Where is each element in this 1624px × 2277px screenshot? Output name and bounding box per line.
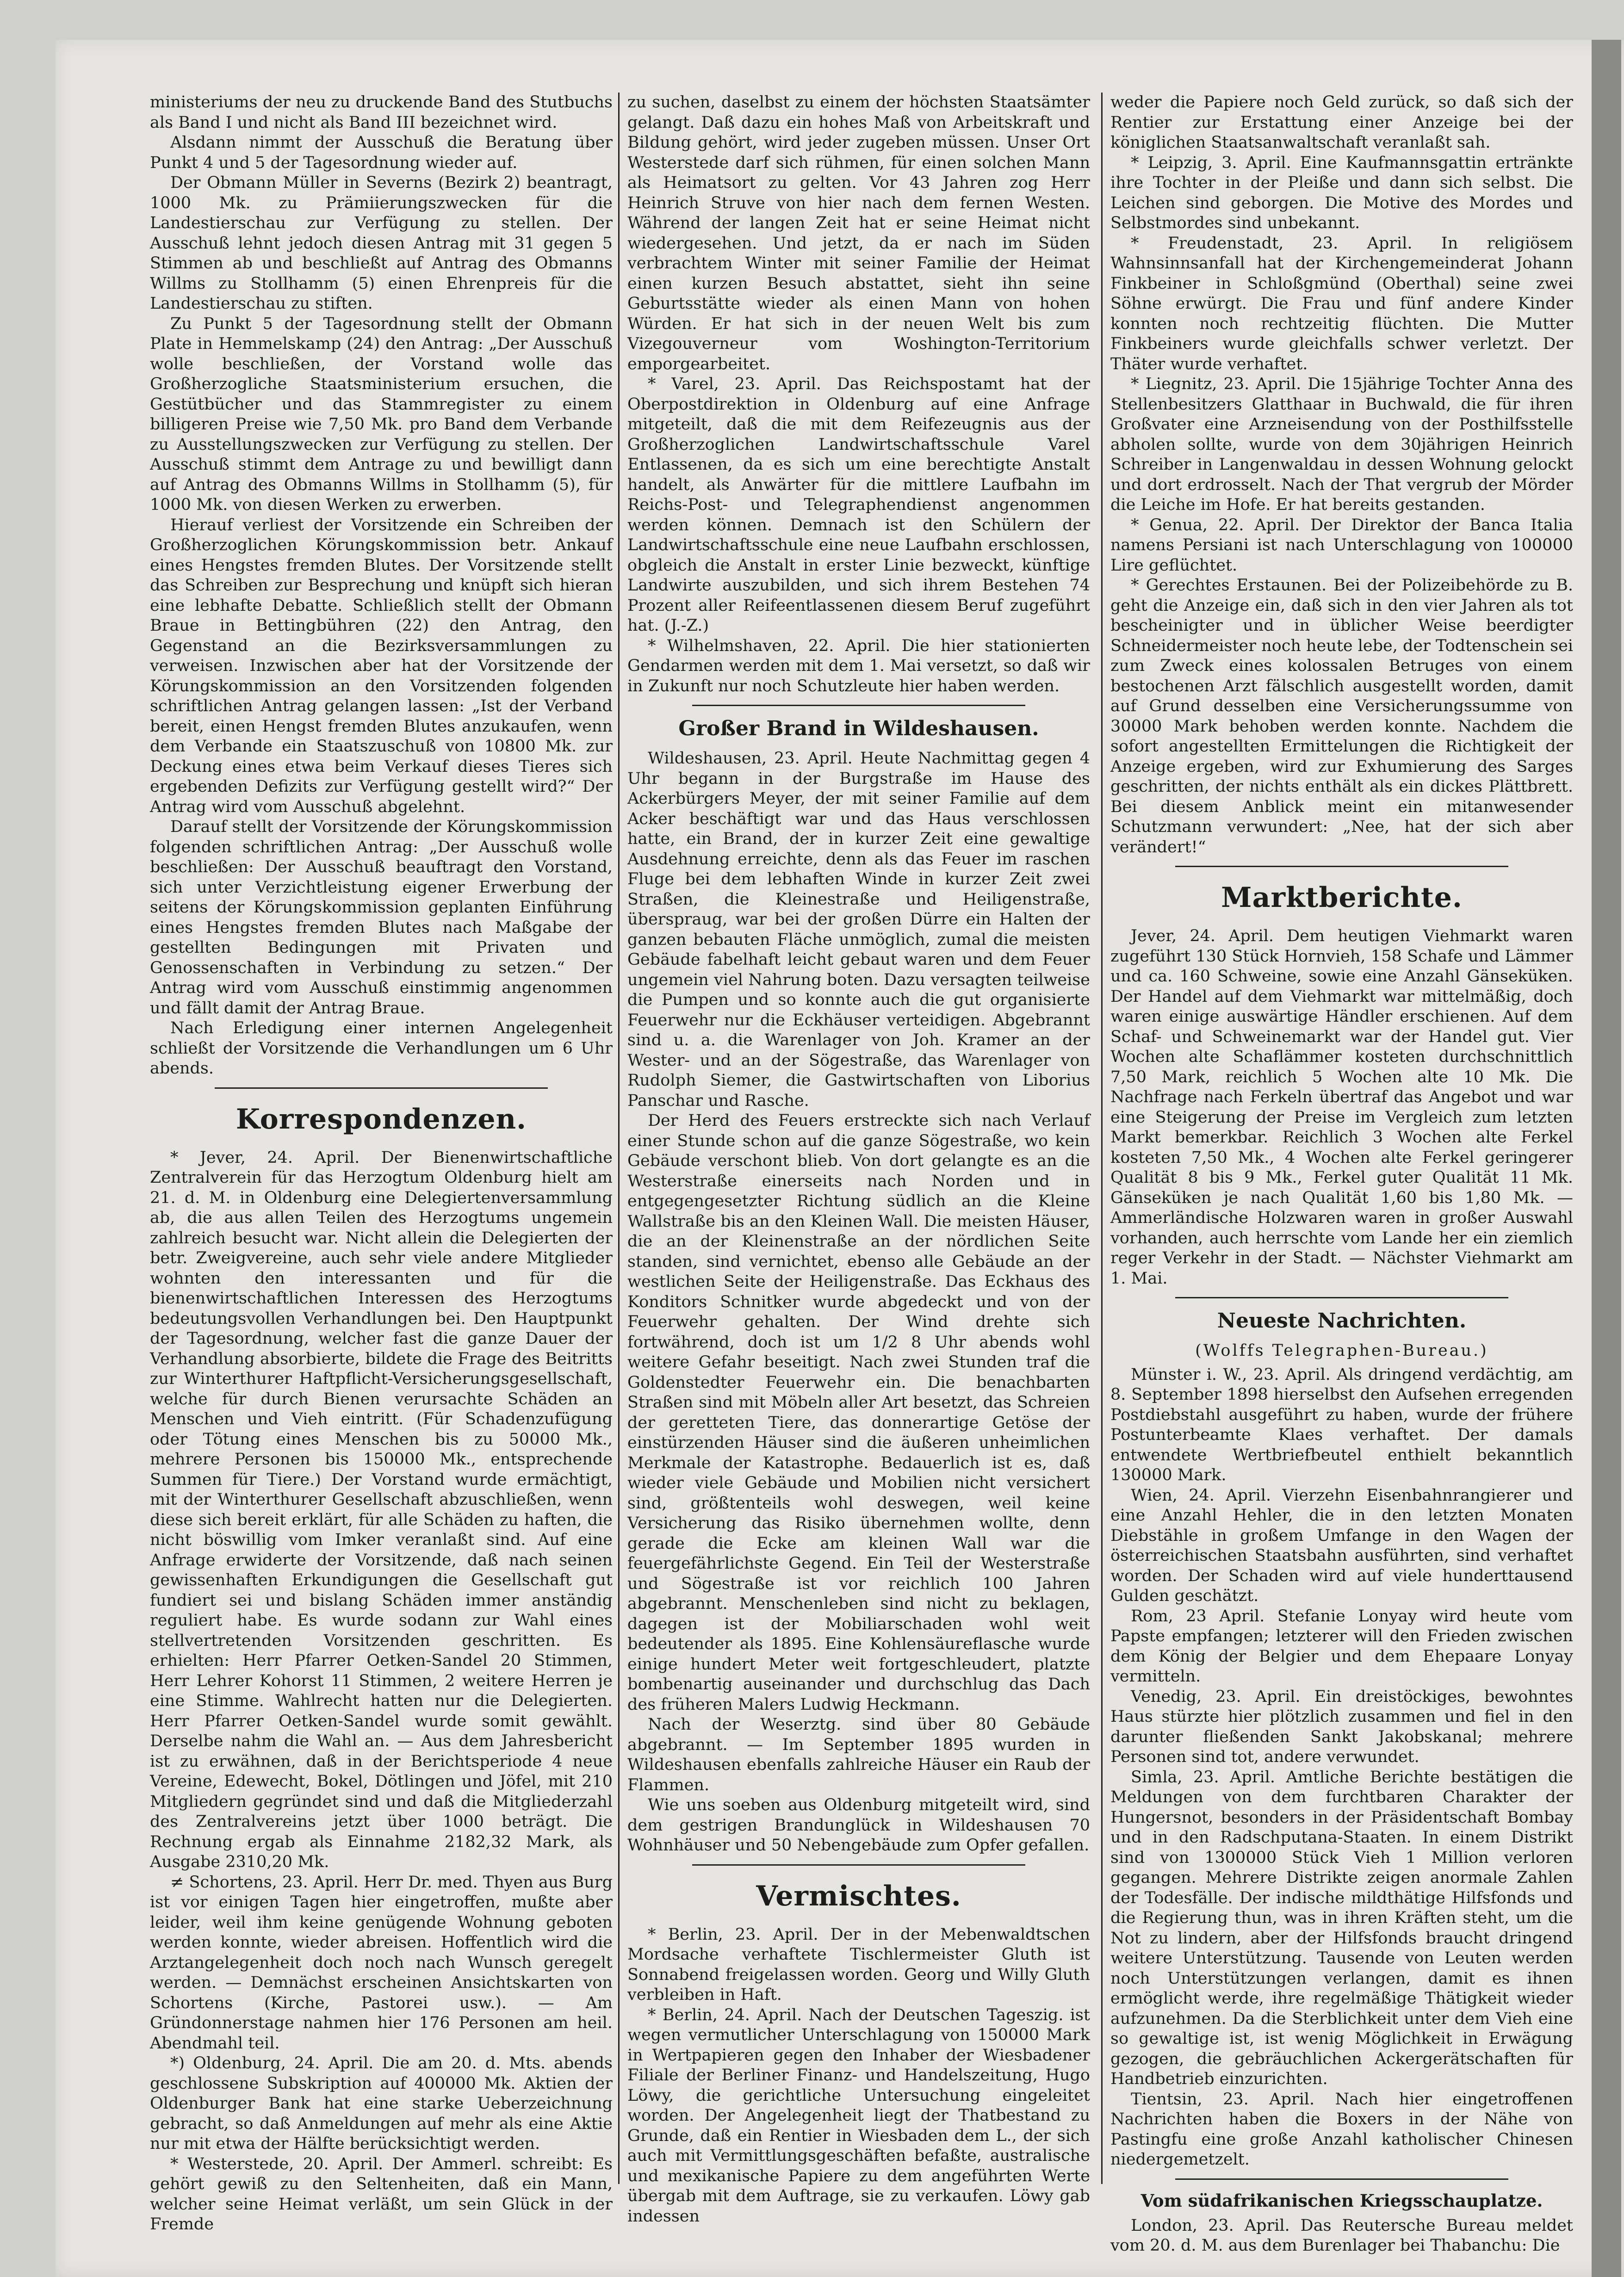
section-divider bbox=[1175, 2178, 1508, 2180]
article-paragraph: Münster i. W., 23. April. Als dringend verdächtig, am 8. September 1898 hierselbst den Aufsehen erregenden Postdiebstahl ausgeführt zu haben, wurde der frühere Postunterbeamte Klaes verhaftet. Der damals entwendete Wertbriefbeutel enthielt bekanntlich 130000 Mark. bbox=[1110, 1365, 1573, 1484]
column-middle bbox=[627, 93, 1090, 2226]
column-right bbox=[1110, 93, 1573, 2255]
article-paragraph: Der Obmann Müller in Severns (Bezirk 2) beantragt, 1000 Mk. zu Prämiierungszwecken für die Landestierschau zur Verfügung zu stellen. Der Ausschuß lehnt jedoch diesen Antrag mit 31 gegen 5 Stimmen ab und beschließt auf Antrag des Obmanns Willms zu Stollhamm (5) einen Ehrenpreis für die Landestierschau zu stiften. bbox=[150, 174, 613, 313]
article-paragraph: * Leipzig, 3. April. Eine Kaufmannsgattin ertränkte ihre Tochter in der Pleiße und dann sich selbst. Die Leichen sind geborgen. Die Motive des Mordes und Selbstmordes sind unbekannt. bbox=[1110, 153, 1573, 232]
section-heading: Vom südafrikanischen Kriegsschauplatze. bbox=[1141, 2190, 1543, 2211]
article-paragraph: Wie uns soeben aus Oldenburg mitgeteilt wird, sind dem gestrigen Brandunglück in Wildeshausen 70 Wohnhäuser und 50 Nebengebäude zum Opfer gefallen. bbox=[627, 1796, 1090, 1855]
article-paragraph: Alsdann nimmt der Ausschuß die Beratung über Punkt 4 und 5 der Tagesordnung wieder auf. bbox=[150, 133, 613, 172]
section-divider bbox=[692, 705, 1025, 706]
article-paragraph: * Wilhelmshaven, 22. April. Die hier stationierten Gendarmen werden mit dem 1. Mai versetzt, so daß wir in Zukunft nur noch Schutzleute hier haben werden. bbox=[627, 636, 1090, 695]
article-paragraph: *) Oldenburg, 24. April. Die am 20. d. Mts. abends geschlossene Subskription auf 400000 Mk. Aktien der Oldenburger Bank hat eine starke Ueberzeichnung gebracht, so daß Anmeldungen auf mehr als eine Aktie nur mit etwa der Hälfte berücksichtigt werden. bbox=[150, 2054, 613, 2153]
article-paragraph: Wien, 24. April. Vierzehn Eisenbahnrangierer und eine Anzahl Hehler, die in den letzten Monaten Diebstähle in großem Umfange in den Wagen der österreichischen Staatsbahn ausführten, sind verhaftet worden. Der Schaden wird auf viele hunderttausend Gulden geschätzt. bbox=[1110, 1486, 1573, 1605]
section-subheading: (Wolffs Telegraphen-Bureau.) bbox=[1195, 1341, 1488, 1360]
article-paragraph: Nach Erledigung einer internen Angelegenheit schließt der Vorsitzende die Verhandlungen um 6 Uhr abends. bbox=[150, 1019, 613, 1078]
article-paragraph: * Westerstede, 20. April. Der Ammerl. schreibt: Es gehört gewiß zu den Seltenheiten, daß ein Mann, welcher seine Heimat verläßt, um sein Glück in der Fremde bbox=[150, 2154, 613, 2234]
article-paragraph: ministeriums der neu zu druckende Band des Stutbuchs als Band I und nicht als Band III bezeichnet wird. bbox=[150, 93, 613, 132]
section-heading: Marktberichte. bbox=[1221, 881, 1463, 914]
article-paragraph: weder die Papiere noch Geld zurück, so daß sich der Rentier zur Erstattung einer Anzeige bei der königlichen Staatsanwaltschaft veranlaßt sah. bbox=[1110, 93, 1573, 152]
section-heading: Großer Brand in Wildeshausen. bbox=[678, 717, 1039, 740]
article-paragraph: * Genua, 22. April. Der Direktor der Banca Italia namens Persiani ist nach Unterschlagung von 100000 Lire geflüchtet. bbox=[1110, 515, 1573, 575]
section-divider bbox=[1175, 866, 1508, 867]
article-paragraph: Hierauf verliest der Vorsitzende ein Schreiben der Großherzoglichen Körungskommission betr. Ankauf eines Hengstes fremden Blutes. Der Vorsitzende stellt das Schreiben zur Besprechung und knüpft sich hieran eine lebhafte Debatte. Schließlich stellt der Obmann Braue in Bettingbühren (22) den Antrag, den Gegenstand an die Bezirksversammlungen zu verweisen. Inzwischen aber hat der Vorsitzende der Körungskommission an den Vorsitzenden folgenden schriftlichen Antrag gelangen lassen: „Ist der Verband bereit, einen Hengst fremden Blutes anzukaufen, wenn dem Verbande ein Staatszuschuß von 10800 Mk. zur Deckung eines etwa beim Verkauf dieses Tieres sich ergebenden Defizits zur Verfügung gestellt wird?“ Der Antrag wird vom Ausschuß abgelehnt. bbox=[150, 515, 613, 816]
section-heading: Vermischtes. bbox=[756, 1880, 961, 1912]
article-paragraph: Zu Punkt 5 der Tagesordnung stellt der Obmann Plate in Hemmelskamp (24) den Antrag: „Der Ausschuß wolle beschließen, der Vorstand wolle das Großherzogliche Staatsministerium ersuchen, die Gestütbücher und das Stammregister zu einem billigeren Preise wie 7,50 Mk. pro Band dem Verbande zu Ausstellungszwecken zur Verfügung zu stellen. Der Ausschuß stimmt dem Antrage zu und bewilligt dann auf Antrag des Obmanns Willms in Stollhamm (5), für 1000 Mk. von diesen Werken zu erwerben. bbox=[150, 314, 613, 514]
article-paragraph: Simla, 23. April. Amtliche Berichte bestätigen die Meldungen von dem furchtbaren Charakter der Hungersnot, besonders in der Präsidentschaft Bombay und in den Radschputana-Staaten. In einem Distrikt sind von 1300000 Stück Vieh 1 Million verloren gegangen. Mehrere Distrikte zeigen anormale Zahlen der Todesfälle. Der indische mildthätige Hilfsfonds und die Regierung thun, was in ihren Kräften steht, um die Not zu lindern, aber der Hilfsfonds braucht dringend weitere Unterstützung. Tausende von Leuten werden noch Unterstützungen verlangen, damit es ihnen ermöglicht werde, ihre regelmäßige Thätigkeit wieder aufzunehmen. Da die Sterblichkeit unter dem Vieh eine so gewaltige ist, ist wenig Möglichkeit in Erwägung gezogen, die gebräuchlichen Ackergerätschaften für Handbetrieb einzurichten. bbox=[1110, 1768, 1573, 2088]
section-divider bbox=[215, 1087, 548, 1089]
column-rule bbox=[618, 93, 620, 2184]
section-divider bbox=[1175, 1297, 1508, 1298]
article-paragraph: * Freudenstadt, 23. April. In religiösem Wahnsinnsanfall hat der Kirchengemeinderat Johann Finkbeiner in Schloßgmünd (Oberthal) seine zwei Söhne erwürgt. Die Frau und fünf andere Kinder konnten noch rechtzeitig flüchten. Die Mutter Finkbeiners wurde gleichfalls schwer verletzt. Der Thäter wurde verhaftet. bbox=[1110, 234, 1573, 373]
page-edge bbox=[1592, 40, 1621, 2277]
article-paragraph: * Liegnitz, 23. April. Die 15jährige Tochter Anna des Stellenbesitzers Glatthaar in Buchwald, die für ihren Großvater eine Arzneisendung von der Posthilfsstelle abholen sollte, wurde von dem 30jährigen Heinrich Schreiber in Langenwaldau in dessen Wohnung gelockt und dort erdrosselt. Nach der That vergrub der Mörder die Leiche im Hofe. Er hat bereits gestanden. bbox=[1110, 375, 1573, 514]
article-paragraph: ≠ Schortens, 23. April. Herr Dr. med. Thyen aus Burg ist vor einigen Tagen hier eingetroffen, mußte aber leider, weil ihm keine genügende Wohnung geboten werden konnte, wieder abreisen. Hoffentlich wird die Arztangelegenheit doch noch nach Wunsch geregelt werden. — Demnächst erscheinen Ansichtskarten von Schortens (Kirche, Pastorei usw.). — Am Gründonnerstage nahmen hier 176 Personen am heil. Abendmahl teil. bbox=[150, 1873, 613, 2053]
column-left bbox=[150, 93, 613, 2234]
article-paragraph: Nach der Weserztg. sind über 80 Gebäude abgebrannt. — Im September 1895 wurden in Wildeshausen ebenfalls zahlreiche Häuser ein Raub der Flammen. bbox=[627, 1715, 1090, 1794]
article-paragraph: Der Herd des Feuers erstreckte sich nach Verlauf einer Stunde schon auf die ganze Sögestraße, wo kein Gebäude verschont blieb. Von dort gelangte es an die Westerstraße einerseits nach Norden und in entgegengesetzter Richtung südlich an die Kleine Wallstraße bis an den Kleinen Wall. Die meisten Häuser, die an der Kleinenstraße an der nördlichen Seite standen, sind vernichtet, ebenso alle Gebäude an der westlichen Seite der Heiligenstraße. Das Eckhaus des Konditors Schnitker wurde abgedeckt und von der Feuerwehr gehalten. Der Wind drehte sich fortwährend, doch ist um 1/2 8 Uhr abends wohl weitere Gefahr beseitigt. Nach zwei Stunden traf die Goldenstedter Feuerwehr ein. Die benachbarten Straßen sind mit Möbeln aller Art besetzt, das Schreien der geretteten Tiere, das donnerartige Getöse der einstürzenden Häuser sind die äußeren unheimlichen Merkmale der Katastrophe. Bedauerlich ist es, daß wieder viele Gebäude und Mobilien nicht versichert sind, größtenteils wohl deswegen, weil keine Versicherung das Risiko übernehmen wollte, denn gerade die Ecke am kleinen Wall war die feuergefährlichste Gegend. Ein Teil der Westerstraße und Sögestraße ist vor reichlich 100 Jahren abgebrannt. Menschenleben sind nicht zu beklagen, dagegen ist der Mobiliarschaden wohl weit bedeutender als 1895. Eine Kohlensäureflasche wurde einige hundert Meter weit fortgeschleudert, platzte bombenartig auseinander und durchschlug das Dach des früheren Malers Ludwig Heckmann. bbox=[627, 1111, 1090, 1714]
article-paragraph: Venedig, 23. April. Ein dreistöckiges, bewohntes Haus stürzte hier plötzlich zusammen und fiel in den darunter fließenden Sankt Jakobskanal; mehrere Personen sind tot, andere verwundet. bbox=[1110, 1687, 1573, 1766]
article-paragraph: Tientsin, 23. April. Nach hier eingetroffenen Nachrichten haben die Boxers in der Nähe von Pastingfu eine große Anzahl katholischer Chinesen niedergemetzelt. bbox=[1110, 2090, 1573, 2169]
section-heading: Neueste Nachrichten. bbox=[1217, 1309, 1467, 1333]
article-paragraph: * Varel, 23. April. Das Reichspostamt hat der Oberpostdirektion in Oldenburg auf eine Anfrage mitgeteilt, daß die mit dem Reifezeugnis aus der Großherzoglichen Landwirtschaftsschule Varel Entlassenen, da es sich um eine berechtigte Anstalt handelt, als Anwärter für die mittlere Laufbahn im Reichs-Post- und Telegraphendienst angenommen werden können. Demnach ist den Schülern der Landwirtschaftsschule eine neue Laufbahn erschlossen, obgleich die Anstalt in erster Linie bezweckt, künftige Landwirte auszubilden, und sich ihrem Bestehen 74 Prozent aller Reifeentlassenen diesem Beruf zugeführt hat. (J.-Z.) bbox=[627, 375, 1090, 635]
column-rule bbox=[1101, 93, 1103, 2184]
article-paragraph: Darauf stellt der Vorsitzende der Körungskommission folgenden schriftlichen Antrag: „Der Ausschuß wolle beschließen: Der Ausschuß beauftragt den Vorstand, sich unter Verzichtleistung eigener Erwerbung der seitens der Körungskommission geplanten Einführung eines Hengstes fremden Blutes nach Maßgabe der gestellten Bedingungen mit Privaten und Genossenschaften in Verbindung zu setzen.“ Der Antrag wird vom Ausschuß einstimmig angenommen und fällt damit der Antrag Braue. bbox=[150, 818, 613, 1018]
article-paragraph: London, 23. April. Das Reutersche Bureau meldet vom 20. d. M. aus dem Burenlager bei Thabanchu: Die bbox=[1110, 2216, 1573, 2255]
article-paragraph: Jever, 24. April. Dem heutigen Viehmarkt waren zugeführt 130 Stück Hornvieh, 158 Schafe und Lämmer und ca. 160 Schweine, sowie eine Anzahl Gänseküken. Der Handel auf dem Viehmarkt war mittelmäßig, doch waren einige auswärtige Händler erschienen. Auf dem Schaf- und Schweinemarkt war der Handel gut. Vier Wochen alte Schaflämmer kosteten durchschnittlich 7,50 Mark, reichlich 5 Wochen alte 10 Mk. Die Nachfrage nach Ferkeln übertraf das Angebot und war eine Steigerung der Preise im Vergleich zum letzten Markt bemerkbar. Reichlich 3 Wochen alte Ferkel kosteten 7,50 Mk., 4 Wochen alte Ferkel geringerer Qualität 8 bis 9 Mk., Ferkel guter Qualität 11 Mk. Gänseküken je nach Qualität 1,60 bis 1,80 Mk. — Ammerländische Holzwaren waren in großer Auswahl vorhanden, auch herrschte vom Lande her ein ziemlich reger Verkehr in der Stadt. — Nächster Viehmarkt am 1. Mai. bbox=[1110, 927, 1573, 1288]
section-heading: Korrespondenzen. bbox=[236, 1103, 527, 1135]
article-paragraph: * Jever, 24. April. Der Bienenwirtschaftliche Zentralverein für das Herzogtum Oldenburg hielt am 21. d. M. in Oldenburg eine Delegiertenversammlung ab, die aus allen Teilen des Herzogtums ungemein zahlreich besucht war. Nicht allein die Delegierten der betr. Zweigvereine, auch sehr viele andere Mitglieder wohnten den interessanten und für die bienenwirtschaftlichen Interessen des Herzogtums bedeutungsvollen Verhandlungen bei. Den Hauptpunkt der Tagesordnung, welcher fast die ganze Dauer der Verhandlung absorbierte, bildete die Frage des Beitritts zur Winterthurer Haftpflicht-Versicherungsgesellschaft, welche für durch Bienen verursachte Schäden an Menschen und Vieh eintritt. (Für Schadenzufügung oder Tötung eines Menschen bis zu 50000 Mk., mehrere Personen bis 150000 Mk., entsprechende Summen für Tiere.) Der Vorstand wurde ermächtigt, mit der Winterthurer Gesellschaft abzuschließen, wenn diese sich bereit erklärt, für alle Schäden zu haften, die nicht böswillig vom Imker veranlaßt sind. Auf eine Anfrage erwiderte der Vorsitzende, daß nach seinen gewissenhaften Erkundigungen die Gesellschaft gut fundiert sei und bislang Schäden immer anständig reguliert habe. Es wurde sodann zur Wahl eines stellvertretenden Vorsitzenden geschritten. Es erhielten: Herr Pfarrer Oetken-Sandel 20 Stimmen, Herr Lehrer Kohorst 11 Stimmen, 2 weitere Herren je eine Stimme. Wahlrecht hatten nur die Delegierten. Herr Pfarrer Oetken-Sandel wurde somit gewählt. Derselbe nahm die Wahl an. — Aus dem Jahresbericht ist zu erwähnen, daß in der Berichtsperiode 4 neue Vereine, Edewecht, Bokel, Dötlingen und Jöfel, mit 210 Mitgliedern gegründet sind und daß die Mitgliederzahl des Zentralvereins jetzt über 1000 beträgt. Die Rechnung ergab als Einnahme 2182,32 Mark, als Ausgabe 2310,20 Mk. bbox=[150, 1148, 613, 1871]
article-paragraph: * Berlin, 24. April. Nach der Deutschen Tageszig. ist wegen vermutlicher Unterschlagung von 150000 Mark in Wertpapieren gegen den Inhaber der Wiesbadener Filiale der Berliner Finanz- und Handelszeitung, Hugo Löwy, die gerichtliche Untersuchung eingeleitet worden. Der Angelegenheit liegt der Thatbestand zu Grunde, daß ein Rentier in Wiesbaden dem L., der sich auch mit Vermittlungsgeschäften befaßte, australische und mexikanische Papiere zu dem angeführten Werte übergab mit dem Auftrage, sie zu verkaufen. Löwy gab indessen bbox=[627, 2005, 1090, 2226]
article-paragraph: Wildeshausen, 23. April. Heute Nachmittag gegen 4 Uhr begann in der Burgstraße im Hause des Ackerbürgers Meyer, der mit seiner Familie auf dem Acker beschäftigt war und das Haus verschlossen hatte, ein Brand, der in kurzer Zeit eine gewaltige Ausdehnung erreichte, denn als das Feuer im raschen Fluge bei dem lebhaften Winde in kurzer Zeit zwei Straßen, die Kleinestraße und Heiligenstraße, überspraug, war bei der großen Dürre ein Halten der ganzen bebauten Fläche unmöglich, zumal die meisten Gebäude fabelhaft leicht gebaut waren und dem Feuer ungemein viel Nahrung boten. Dazu versagten teilweise die Pumpen und so konnte auch die gut organisierte Feuerwehr nur die Eckhäuser verteidigen. Abgebrannt sind u. a. die Warenlager von Joh. Kramer an der Wester- und an der Sögestraße, das Warenlager von Rudolph Siemer, die Gastwirtschaften von Liborius Panschar und Rasche. bbox=[627, 749, 1090, 1110]
section-divider bbox=[692, 1864, 1025, 1866]
article-paragraph: Rom, 23 April. Stefanie Lonyay wird heute vom Papste empfangen; letzterer will den Frieden zwischen dem König der Belgier und dem Ehepaare Lonyay vermitteln. bbox=[1110, 1607, 1573, 1686]
article-paragraph: * Berlin, 23. April. Der in der Mebenwaldtschen Mordsache verhaftete Tischlermeister Gluth ist Sonnabend freigelassen worden. Georg und Willy Gluth verbleiben in Haft. bbox=[627, 1925, 1090, 2004]
article-paragraph: zu suchen, daselbst zu einem der höchsten Staatsämter gelangt. Daß dazu ein hohes Maß von Arbeitskraft und Bildung gehört, wird jeder zugeben müssen. Unser Ort Westerstede darf sich rühmen, für einen solchen Mann als Heimatsort zu gelten. Vor 43 Jahren zog Herr Heinrich Struve von hier nach dem fernen Westen. Während der langen Zeit hat er seine Heimat nicht wiedergesehen. Und jetzt, da er nach im Süden verbrachtem Winter mit seiner Familie der Heimat einen kurzen Besuch abstattet, sieht ihn seine Geburtsstätte wieder als einen Mann von hohen Würden. Er hat sich in der neuen Welt bis zum Vizegouverneur vom Woshington-Territorium emporgearbeitet. bbox=[627, 93, 1090, 373]
article-paragraph: * Gerechtes Erstaunen. Bei der Polizeibehörde zu B. geht die Anzeige ein, daß sich in den vier Jahren als tot bescheinigter und in üblicher Weise beerdigter Schneidermeister noch heute lebe, der Todtenschein sei zum Zweck eines kolossalen Betruges von einem bestochenen Arzt fälschlich ausgestellt worden, damit auf Grund desselben eine Versicherungssumme von 30000 Mark behoben werden konnte. Nachdem die sofort angestellten Ermittelungen die Richtigkeit der Anzeige ergeben, wird zur Exhumierung des Sarges geschritten, der nichts enthält als ein dickes Plättbrett. Bei diesem Anblick meint ein mitanwesender Schutzmann verwundert: „Nee, hat der sich aber verändert!“ bbox=[1110, 576, 1573, 856]
